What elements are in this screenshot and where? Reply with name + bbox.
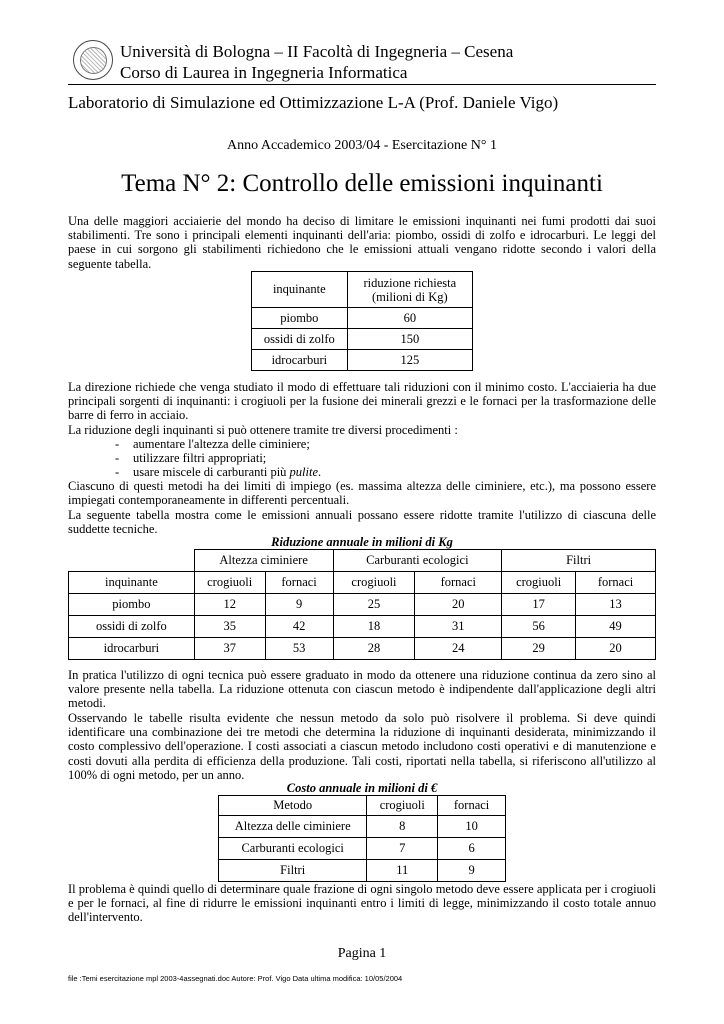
- page-title: Tema N° 2: Controllo delle emissioni inquinanti: [121, 170, 603, 197]
- table-cell: 17: [502, 594, 576, 616]
- table-cell: 24: [415, 638, 502, 660]
- table2-corner: [69, 550, 195, 572]
- table-cell: idrocarburi: [69, 638, 195, 660]
- table-row: [252, 350, 473, 371]
- table-cell: 9: [265, 594, 333, 616]
- table1-header: inquinante: [252, 272, 348, 308]
- table3-caption: Costo annuale in milioni di €: [286, 781, 438, 795]
- table3-header: Metodo: [219, 796, 367, 816]
- table2-subheader: inquinante: [69, 572, 195, 594]
- course-header: Corso di Laurea in Ingegneria Informatica: [120, 63, 408, 82]
- table-row: [252, 308, 473, 329]
- list-item: - utilizzare filtri appropriati;: [115, 451, 267, 465]
- required-reduction-table: [251, 271, 473, 371]
- table1-header: riduzione richiesta (milioni di Kg): [347, 272, 472, 308]
- table-row: [69, 638, 656, 660]
- academic-year: Anno Accademico 2003/04 - Esercitazione N° 1: [227, 138, 497, 153]
- paragraph-limits: Ciascuno di questi metodi ha dei limiti di impiego (es. massima altezza delle ciminiere, etc.), ma possono essere impiegati contemporaneamente in differenti percentuali.: [68, 479, 656, 508]
- lab-title: Laboratorio di Simulazione ed Ottimizzazione L-A (Prof. Daniele Vigo): [68, 93, 559, 112]
- list-item-text: utilizzare filtri appropriati;: [133, 451, 267, 465]
- table-cell: Altezza delle ciminiere: [219, 816, 367, 838]
- table-row: [219, 838, 506, 860]
- table-cell: 25: [333, 594, 415, 616]
- list-item-text: aumentare l'altezza delle ciminiere;: [133, 437, 310, 451]
- table-cell: 31: [415, 616, 502, 638]
- header-divider: [68, 84, 656, 85]
- table-cell: 8: [367, 816, 438, 838]
- table-cell: Filtri: [219, 860, 367, 882]
- list-item-text: usare miscele di carburanti più: [133, 465, 290, 479]
- table2-subheader: fornaci: [265, 572, 333, 594]
- table3-header: fornaci: [438, 796, 506, 816]
- table-cell: 6: [438, 838, 506, 860]
- table-cell: 125: [347, 350, 472, 371]
- table-cell: 9: [438, 860, 506, 882]
- table-row: [219, 860, 506, 882]
- table-cell: 20: [415, 594, 502, 616]
- table-cell: 37: [194, 638, 265, 660]
- annual-reduction-table: [68, 549, 656, 660]
- list-item-text: .: [318, 465, 322, 479]
- table-cell: 35: [194, 616, 265, 638]
- table2-caption: Riduzione annuale in milioni di Kg: [271, 535, 453, 549]
- table-row: [69, 594, 656, 616]
- table2-group-header: Filtri: [502, 550, 656, 572]
- table-cell: 60: [347, 308, 472, 329]
- table-cell: Carburanti ecologici: [219, 838, 367, 860]
- list-item-emphasis: pulite: [289, 465, 319, 479]
- paragraph-gradual-use: In pratica l'utilizzo di ogni tecnica può essere graduato in modo da ottenere una riduzione continua da zero sino al valore presente nella tabella. La riduzione ottenuta con ciascun metodo è indipendente dall'applicazione degli altri metodi.: [68, 668, 656, 711]
- table-cell: 13: [576, 594, 656, 616]
- paragraph-costs: Osservando le tabelle risulta evidente che nessun metodo da solo può risolvere il problema. Si deve quindi identificare una combinazione dei tre metodi che determina la riduzione di inquinanti desiderata, minimizzando il costo complessivo dell'operazione. I costi associati a ciascun metodo includono costi operativi e di manutenzione e costi dovuti alla perdita di efficienza della produzione. Tali costi, riportati nella tabella, si riferiscono all'utilizzo al 100% di ogni metodo, per un anno.: [68, 711, 656, 782]
- intro-paragraph: Una delle maggiori acciaierie del mondo ha deciso di limitare le emissioni inquinanti nei fumi prodotti dai suoi stabilimenti. Tre sono i principali elementi inquinanti dell'aria: piombo, ossidi di zolfo e idrocarburi. Le leggi del paese in cui sorgono gli stabilimenti richiedono che le emissioni attuali vengano ridotte secondo i valori della seguente tabella.: [68, 214, 656, 271]
- university-seal-icon: [73, 40, 113, 80]
- paragraph-direction: La direzione richiede che venga studiato il modo di effettuare tali riduzioni con il minimo costo. L'acciaieria ha due principali sorgenti di inquinanti: i crogiuoli per la fusione dei minerali grezzi e le fornaci per la trasformazione delle barre di ferro in acciaio.: [68, 380, 656, 423]
- table-cell: 49: [576, 616, 656, 638]
- table2-subheader: crogiuoli: [502, 572, 576, 594]
- table-cell: piombo: [252, 308, 348, 329]
- table3-header: crogiuoli: [367, 796, 438, 816]
- table-cell: 7: [367, 838, 438, 860]
- table-cell: 20: [576, 638, 656, 660]
- table-cell: 29: [502, 638, 576, 660]
- table2-subheader: fornaci: [576, 572, 656, 594]
- table-cell: idrocarburi: [252, 350, 348, 371]
- table2-group-header: Altezza ciminiere: [194, 550, 333, 572]
- page-number: Pagina 1: [337, 946, 387, 961]
- table2-group-header: Carburanti ecologici: [333, 550, 502, 572]
- table-cell: 56: [502, 616, 576, 638]
- file-footer: file :Temi esercitazione mpl 2003-4assegnati.doc Autore: Prof. Vigo Data ultima modifica: 10/05/2004: [68, 974, 403, 983]
- table2-subheader: crogiuoli: [333, 572, 415, 594]
- table-cell: 11: [367, 860, 438, 882]
- table-cell: ossidi di zolfo: [69, 616, 195, 638]
- table-row: [219, 816, 506, 838]
- paragraph-problem: Il problema è quindi quello di determinare quale frazione di ogni singolo metodo deve essere applicata per i crogiuoli e per le fornaci, al fine di ridurre le emissioni inquinanti entro i limiti di legge, minimizzando il costo totale annuo dell'intervento.: [68, 882, 656, 925]
- list-item: - aumentare l'altezza delle ciminiere;: [115, 437, 310, 451]
- table-row: [69, 616, 656, 638]
- table2-subheader: fornaci: [415, 572, 502, 594]
- table-cell: 42: [265, 616, 333, 638]
- paragraph-table-intro: La seguente tabella mostra come le emissioni annuali possano essere ridotte tramite l'utilizzo di ciascuna delle suddette tecniche.: [68, 508, 656, 537]
- table2-subheader: crogiuoli: [194, 572, 265, 594]
- university-header: Università di Bologna – II Facoltà di Ingegneria – Cesena: [120, 42, 514, 61]
- table-cell: 12: [194, 594, 265, 616]
- table-cell: 53: [265, 638, 333, 660]
- table-cell: piombo: [69, 594, 195, 616]
- table-cell: ossidi di zolfo: [252, 329, 348, 350]
- table-cell: 28: [333, 638, 415, 660]
- table-cell: 18: [333, 616, 415, 638]
- paragraph-methods-intro: La riduzione degli inquinanti si può ottenere tramite tre diversi procedimenti :: [68, 423, 458, 437]
- table-cell: 150: [347, 329, 472, 350]
- table-row: [252, 329, 473, 350]
- list-item: - usare miscele di carburanti più pulite.: [115, 465, 322, 479]
- table-cell: 10: [438, 816, 506, 838]
- annual-cost-table: [218, 795, 506, 882]
